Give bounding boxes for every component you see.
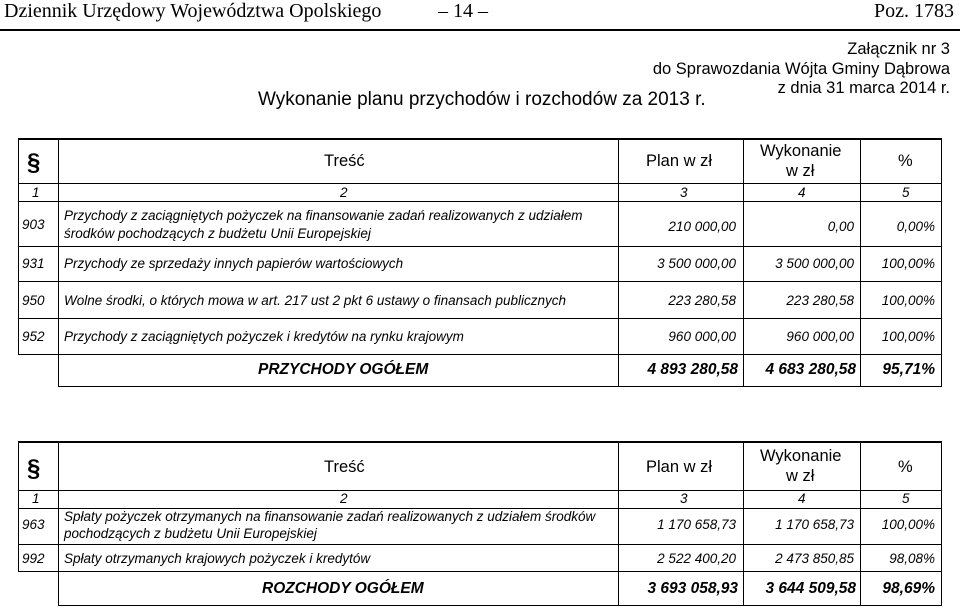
row-execution: 2 473 850,85	[775, 551, 854, 566]
header-execution-unit: w zł	[786, 162, 815, 180]
total-percent: 95,71%	[882, 361, 935, 378]
total-label: ROZCHODY OGÓŁEM	[262, 580, 424, 597]
col-number: 3	[680, 185, 688, 200]
row-code: 952	[22, 329, 45, 344]
income-top-border	[18, 138, 942, 140]
header-plan: Plan w zł	[646, 152, 713, 170]
col-number: 2	[340, 185, 348, 200]
income-row-rule	[18, 281, 942, 282]
page-title: Wykonanie planu przychodów i rozchodów za 2013 r.	[258, 89, 706, 110]
row-code: 950	[22, 293, 45, 308]
expense-row-rule	[18, 544, 942, 545]
row-code: 992	[22, 551, 45, 566]
col-number: 5	[902, 185, 910, 200]
row-execution: 960 000,00	[786, 329, 854, 344]
col-number: 2	[340, 491, 348, 506]
row-description: Spłaty otrzymanych krajowych pożyczek i kredytów	[64, 551, 371, 566]
row-plan: 3 500 000,00	[657, 256, 736, 271]
row-plan: 210 000,00	[668, 219, 736, 234]
attachment-line3: z dnia 31 marca 2014 r.	[777, 79, 950, 97]
income-bottom-border	[58, 386, 942, 387]
total-execution: 4 683 280,58	[765, 361, 856, 378]
header-content: Treść	[324, 458, 365, 476]
journal-name: Dziennik Urzędowy Województwa Opolskiego	[4, 0, 382, 22]
row-percent: 100,00%	[881, 329, 935, 344]
attachment-line1: Załącznik nr 3	[847, 40, 950, 58]
header-execution: Wykonanie	[760, 142, 842, 160]
income-col-divider	[618, 138, 619, 386]
expense-col-divider	[743, 441, 744, 605]
row-code: 931	[22, 256, 45, 271]
row-execution: 0,00	[827, 219, 854, 234]
income-border-left	[18, 138, 19, 354]
header-execution-unit: w zł	[786, 467, 815, 485]
page-number: – 14 –	[438, 0, 488, 22]
section-symbol: §	[27, 149, 41, 176]
col-number: 1	[32, 491, 40, 506]
row-description: Przychody z zaciągniętych pożyczek na finansowanie zadań realizowanych z udziałem	[64, 208, 583, 223]
header-content: Treść	[324, 152, 365, 170]
row-percent: 98,08%	[889, 551, 935, 566]
row-plan: 960 000,00	[668, 329, 736, 344]
col-number: 1	[32, 185, 40, 200]
col-number: 5	[902, 491, 910, 506]
attachment-line2: do Sprawozdania Wójta Gminy Dąbrowa	[652, 60, 950, 78]
header-rule	[0, 29, 960, 31]
expense-row-rule	[18, 571, 942, 572]
col-number: 3	[680, 491, 688, 506]
income-row-rule	[18, 246, 942, 247]
expense-border-right	[941, 441, 942, 605]
expense-border-left	[18, 441, 19, 571]
row-code: 903	[22, 217, 45, 232]
row-percent: 100,00%	[881, 293, 935, 308]
expense-col-divider	[860, 441, 861, 605]
section-symbol: §	[27, 455, 41, 482]
income-col-divider	[860, 138, 861, 386]
income-col-divider	[58, 138, 59, 386]
row-percent: 0,00%	[896, 219, 935, 234]
row-description: Spłaty pożyczek otrzymanych na finansowanie zadań realizowanych z udziałem środków	[64, 509, 596, 524]
income-row-rule	[18, 318, 942, 319]
col-number: 4	[798, 185, 806, 200]
row-plan: 1 170 658,73	[657, 517, 736, 532]
row-plan: 223 280,58	[668, 293, 736, 308]
total-percent: 98,69%	[882, 580, 935, 597]
income-col-divider	[743, 138, 744, 386]
header-plan: Plan w zł	[646, 458, 713, 476]
expense-col-divider	[618, 441, 619, 605]
income-header-rule	[18, 183, 942, 184]
row-plan: 2 522 400,20	[657, 551, 736, 566]
income-border-right	[941, 138, 942, 386]
row-execution: 3 500 000,00	[775, 256, 854, 271]
income-row-rule	[18, 354, 942, 355]
expense-col-divider	[58, 441, 59, 605]
row-description: Wolne środki, o których mowa w art. 217 ust 2 pkt 6 ustawy o finansach publicznych	[64, 293, 566, 308]
total-plan: 4 893 280,58	[647, 361, 738, 378]
total-execution: 3 644 509,58	[765, 580, 856, 597]
row-description: Przychody z zaciągniętych pożyczek i kredytów na rynku krajowym	[64, 329, 464, 344]
total-label: PRZYCHODY OGÓŁEM	[258, 361, 429, 378]
income-colnum-rule	[18, 201, 942, 202]
row-description: Przychody ze sprzedaży innych papierów wartościowych	[64, 256, 404, 271]
position-number: Poz. 1783	[874, 0, 954, 22]
expense-bottom-border	[58, 605, 942, 606]
header-percent: %	[898, 152, 913, 170]
col-number: 4	[798, 491, 806, 506]
header-percent: %	[898, 458, 913, 476]
row-execution: 1 170 658,73	[775, 517, 854, 532]
row-description-cont: środków pochodzących z budżetu Unii Europejskiej	[64, 226, 371, 241]
row-execution: 223 280,58	[786, 293, 854, 308]
total-plan: 3 693 058,93	[647, 580, 738, 597]
row-percent: 100,00%	[881, 517, 935, 532]
row-code: 963	[22, 517, 45, 532]
header-execution: Wykonanie	[760, 447, 842, 465]
row-percent: 100,00%	[881, 256, 935, 271]
expense-top-border	[18, 441, 942, 443]
row-description-cont: pochodzących z budżetu Unii Europejskiej	[64, 526, 317, 541]
